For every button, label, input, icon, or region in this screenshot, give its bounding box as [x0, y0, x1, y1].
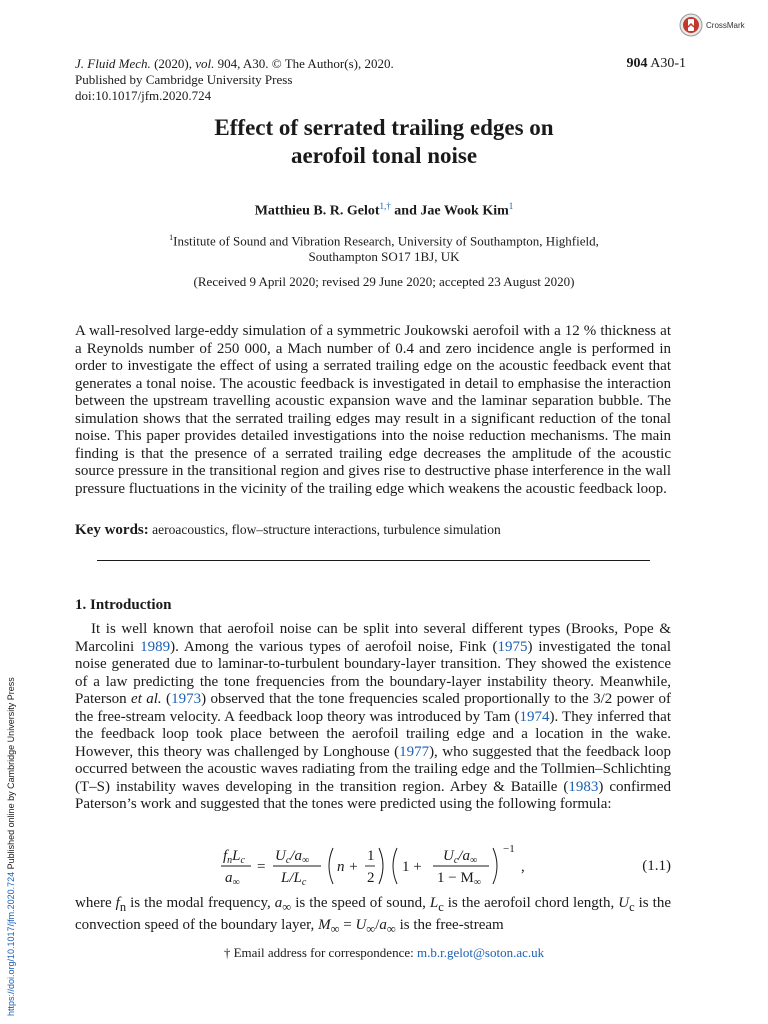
author-1-affiliation-link[interactable]: 1,†: [379, 201, 391, 211]
eq-mid-denominator: $L/L_c$: [281, 870, 307, 888]
citation-link[interactable]: 1975: [497, 638, 528, 655]
eq-half-den: 2: [367, 870, 375, 886]
section-heading: 1. Introduction: [75, 597, 172, 613]
journal-name: J. Fluid Mech.: [75, 56, 151, 71]
divider: [97, 560, 650, 561]
citation-link[interactable]: 1973: [171, 691, 202, 707]
eq-lhs-denominator: $a_\infty$: [225, 870, 240, 888]
page-reference: 904 A30-1: [626, 56, 686, 71]
received-dates: (Received 9 April 2020; revised 29 June 2020; accepted 23 August 2020): [193, 274, 575, 289]
eq-n-plus: n +: [337, 859, 359, 875]
affiliation: $^1$Institute of Sound and Vibration Research, University of Southampton, Highfield, Southampton SO17 1BJ, UK: [169, 233, 599, 265]
eq-right-denominator: $1 - M_\infty$: [437, 870, 481, 888]
equation-1-1: [75, 842, 671, 890]
equation-number: (1.1): [642, 858, 671, 874]
journal-citation: J. Fluid Mech. (2020), vol. 904, A30. © The Author(s), 2020. Published by Cambridge University Press doi:10.1017/jfm.2020.724: [75, 56, 394, 103]
author-list: Matthieu B. R. Gelot$^{1,\dagger}$ and Jae Wook Kim$^1$: [254, 201, 514, 219]
eq-exponent: −1: [503, 843, 515, 855]
crossmark-icon: [679, 13, 703, 37]
keywords-label: Key words:: [75, 522, 149, 538]
eq-comma: ,: [521, 859, 525, 875]
citation-link[interactable]: 1983: [568, 778, 599, 795]
citation-link[interactable]: 1989: [140, 638, 171, 655]
citation-link[interactable]: 1977: [399, 743, 430, 760]
correspondence-email-link[interactable]: m.b.r.gelot@soton.ac.uk: [416, 945, 545, 960]
eq-lhs-numerator: $f_nL_c$: [223, 848, 245, 866]
author-2-affiliation-link[interactable]: 1: [508, 201, 514, 211]
sidebar-doi: https://doi.org/10.1017/jfm.2020.724 Published online by Cambridge University Press: [6, 677, 16, 1016]
eq-right-numerator: $U_c/a_\infty$: [443, 848, 478, 866]
author-2: Jae Wook Kim: [420, 203, 509, 219]
doi-line: doi:10.1017/jfm.2020.724: [75, 88, 212, 103]
publisher-line: Published by Cambridge University Press: [75, 72, 293, 87]
paper-title: Effect of serrated trailing edges on aerofoil tonal noise: [214, 115, 554, 168]
keywords-values: aeroacoustics, flow–structure interactions, turbulence simulation: [148, 522, 501, 537]
keywords: [75, 522, 501, 539]
author-1: Matthieu B. R. Gelot: [254, 203, 380, 219]
eq-one-plus: 1 +: [402, 859, 422, 875]
abstract: A wall-resolved large-eddy simulation of a symmetric Joukowski aerofoil with a 12 % thickness at a Reynolds number of 250 000, a Mach number of 0.4 and zero incidence angle is performed in order to investigate the effect of using a serrated trailing edge on the acoustic feedback event that generates a tonal noise. The acoustic feedback is investigated in detail to emphasise the interaction between the upstream travelling acoustic expansion wave and the laminar separation bubble. The simulation shows that the serrated trailing edges may result in a significant reduction of the tonal noise. This paper provides detailed investigations into the noise reduction mechanisms. The main finding is that the presence of a serrated trailing edge decreases the amplitude of the acoustic source pressure in the transitional region and gives rise to destructive phase interference in the wall pressure fluctuations in the vicinity of the trailing edge which weakens the acoustic feedback loop.: [75, 323, 671, 497]
equation-explanation: where $f_n$ is the modal frequency, $a_\infty$ is the speed of sound, $L_c$ is the aerofoil chord length, $U_c$ is the convection speed of the boundary layer, $M_\infty = U_\infty/a_\infty$ is the free-stream: [75, 895, 671, 936]
eq-half-num: 1: [367, 848, 375, 864]
introduction-paragraph: It is well known that aerofoil noise can be split into several different types (Brooks, Pope & Marcolini 1989). Among the various types of aerofoil noise, Fink (1975) investigated the tonal noise generated due to laminar-to-turbulent boundary-layer transition. They showed the existence of a law predicting the tone frequencies from the boundary-layer instability theory. Meanwhile, Paterson et al. (1973) observed that the tone frequencies scaled proportionally to the 3/2 power of the free-stream velocity. A feedback loop theory was introduced by Tam (1974). They inferred that the feedback loop took place between the aerofoil trailing edge and a location in the wake. However, this theory was challenged by Longhouse (1977), who suggested that the feedback loop occurred between the acoustic waves radiating from the trailing edge and the Tollmien–Schlichting (T–S) instability waves developing in the transition region. Arbey & Bataille (1983) confirmed Paterson’s work and suggested that the tones were predicted using the following formula:: [75, 621, 672, 812]
crossmark-badge[interactable]: [679, 13, 745, 37]
citation-link[interactable]: 1974: [519, 708, 550, 725]
crossmark-label: CrossMark: [706, 20, 745, 30]
eq-equals: =: [257, 859, 266, 875]
eq-mid-numerator: $U_c/a_\infty$: [275, 848, 310, 866]
sidebar-doi-link[interactable]: https://doi.org/10.1017/jfm.2020.724: [6, 871, 16, 1016]
correspondence-footnote: † Email address for correspondence: m.b.r.gelot@soton.ac.uk: [223, 945, 545, 960]
